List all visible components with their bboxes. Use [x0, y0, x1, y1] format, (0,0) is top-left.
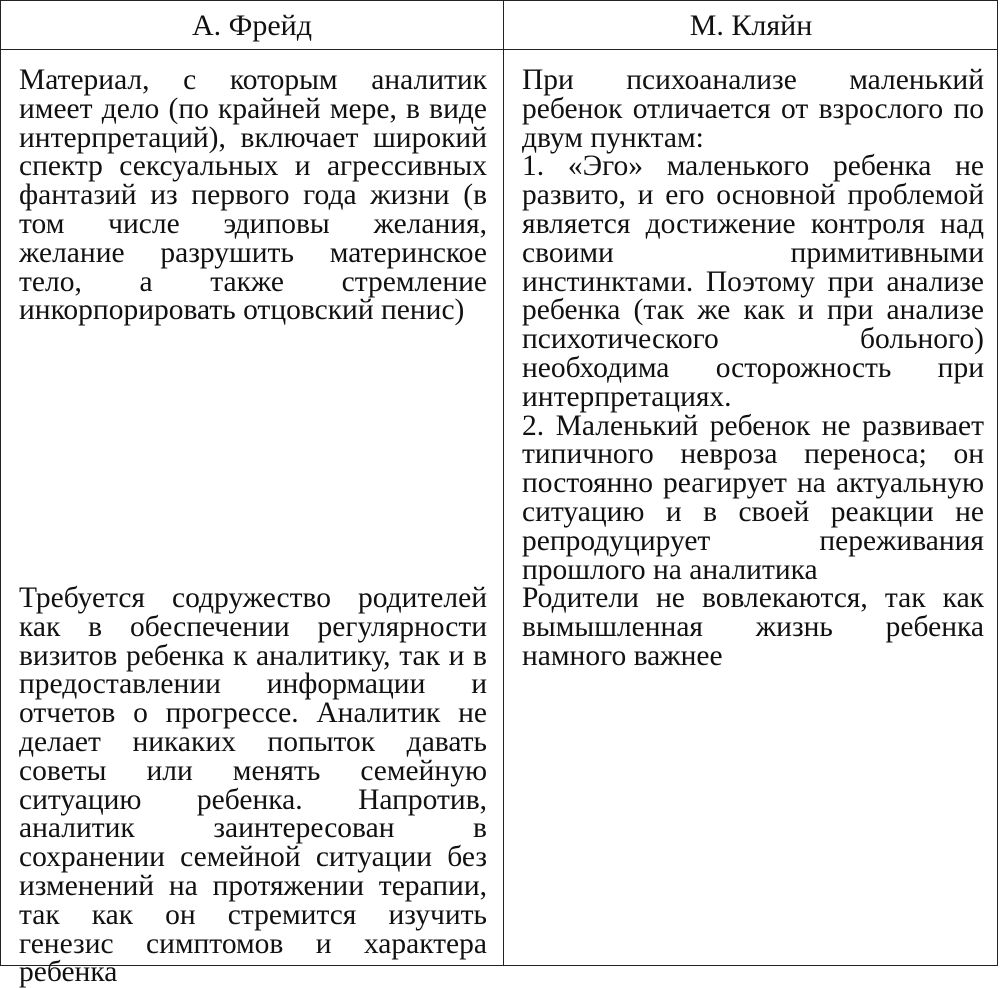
- column-divider: [503, 1, 504, 965]
- row2-freud-cell: Требуется содружество родителей как в обеспечении регулярности визитов ребенка к аналитику, так и в предоставлении информации и отчетов о прогрессе. Аналитик не делает никаких попыток давать советы или менять семейную ситуацию ребенка. Напротив, аналитик заинтересован в сохранении семейной ситуации без изменений на протяжении терапии, так как он стремится изучить генезис симптомов и характера ребенка: [19, 582, 487, 988]
- row1-klein-cell: [522, 66, 984, 584]
- row2-klein-cell: Родители не вовлекаются, так как вымышленная жизнь ребенка намного важнее: [522, 582, 984, 672]
- row1-freud-cell: Материал, с которым аналитик имеет дело (по крайней мере, в виде интерпретаций), включает широкий спектр сексуальных и агрессивных фантазий из первого года жизни (в том числе эдиповы желания, желание разрушить материнское тело, а также стремление инкорпорировать отцовский пенис): [19, 64, 487, 327]
- row1-klein-point-1: 1. «Эго» маленького ребенка не развито, и его основной проблемой является достижение контроля над своими примитивными инстинктами. Поэтому при анализе ребенка (так же как и при анализе психотического больного) необходима осторожность при интерпретациях.: [522, 150, 984, 413]
- header-divider: [1, 49, 997, 50]
- row1-klein-intro: При психоанализе маленький ребенок отличается от взрослого по двум пунктам:: [522, 64, 984, 154]
- header-freud: А. Фрейд: [192, 9, 312, 42]
- header-klein: М. Кляйн: [689, 9, 813, 42]
- row1-klein-point-2: 2. Маленький ребенок не развивает типичного невроза переноса; он постоянно реагирует на актуальную ситуацию и в своей реакции не репродуцирует переживания прошлого на аналитика: [522, 409, 984, 586]
